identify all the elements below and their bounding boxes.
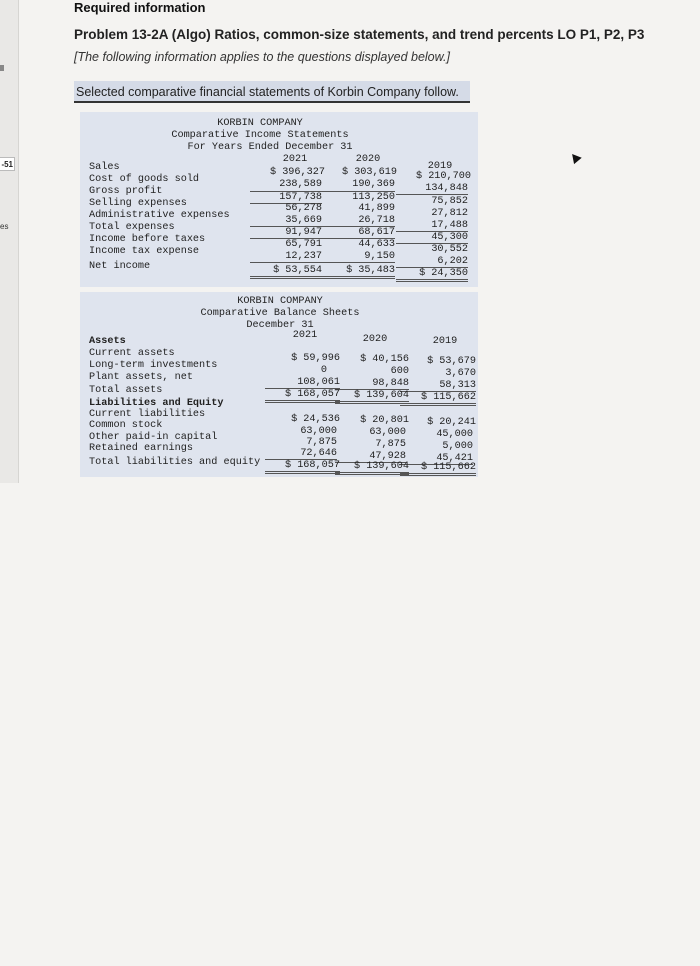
row-label: Current liabilities <box>89 409 206 420</box>
row-label: Plant assets, net <box>89 372 193 383</box>
cell-2020: 68,617 <box>320 227 395 239</box>
cell-2021: 63,000 <box>300 426 337 437</box>
income-statement-table <box>80 112 478 287</box>
cell-2019: 45,000 <box>436 429 473 440</box>
cell-2021: 72,646 <box>265 448 337 460</box>
row-label: Cost of goods sold <box>89 174 200 185</box>
instruction-note: [The following information applies to the questions displayed below.] <box>74 50 450 64</box>
year-header-2019: 2019 <box>427 161 453 172</box>
cell-2021: 0 <box>320 365 327 376</box>
cell-2021: $ 168,057 <box>265 389 340 403</box>
left-panel-strip <box>0 0 19 483</box>
year-header-2021: 2021 <box>282 154 308 165</box>
cell-2021: $ 396,327 <box>269 167 325 178</box>
row-label: Net income <box>89 261 151 272</box>
cell-2020: $ 303,619 <box>341 167 397 178</box>
cell-2020: $ 35,483 <box>320 265 395 279</box>
row-label: Total assets <box>89 385 163 396</box>
cell-2020: 47,928 <box>335 451 406 463</box>
cell-2021: 238,589 <box>279 179 322 190</box>
income-company: KORBIN COMPANY <box>217 118 303 129</box>
cell-2019: 6,202 <box>396 256 468 268</box>
year-header-2020: 2020 <box>362 334 388 345</box>
info-banner: Selected comparative financial statements of Korbin Company follow. <box>74 81 470 103</box>
cell-2019: $ 210,700 <box>415 171 471 182</box>
cell-2020: 190,369 <box>352 179 395 190</box>
problem-title: Problem 13-2A (Algo) Ratios, common-size statements, and trend percents LO P1, P2, P3 <box>74 27 645 42</box>
cell-2021: $ 53,554 <box>250 265 322 279</box>
cell-2020: 41,899 <box>358 203 395 214</box>
side-text: es <box>0 222 9 231</box>
row-label: Total liabilities and equity <box>89 457 261 468</box>
cell-2019: 45,421 <box>400 453 473 465</box>
assets-header: Assets <box>89 336 126 347</box>
required-information-heading: Required information <box>74 0 206 15</box>
cell-2019: 17,488 <box>396 220 468 232</box>
cell-2019: $ 24,350 <box>396 268 468 282</box>
year-header-2020: 2020 <box>355 154 381 165</box>
cell-2021: 108,061 <box>265 377 340 389</box>
year-header-2021: 2021 <box>292 330 318 341</box>
cell-2021: $ 24,536 <box>291 414 340 425</box>
cell-2020: $ 20,801 <box>360 415 409 426</box>
cell-2019: 58,313 <box>400 380 476 392</box>
row-label: Selling expenses <box>89 198 187 209</box>
row-label: Current assets <box>89 348 175 359</box>
row-label: Sales <box>89 162 120 173</box>
cell-2019: 5,000 <box>442 441 473 452</box>
income-period: For Years Ended December 31 <box>187 142 353 153</box>
row-label: Other paid-in capital <box>89 432 218 443</box>
cell-2020: 113,250 <box>320 191 395 203</box>
row-label: Common stock <box>89 420 163 431</box>
cell-2019: $ 53,679 <box>427 356 476 367</box>
cell-2021: 12,237 <box>250 251 322 263</box>
row-label: Income tax expense <box>89 246 200 257</box>
cell-2019: 134,848 <box>396 183 468 195</box>
cell-2021: 56,278 <box>285 203 322 214</box>
cell-2021: 35,669 <box>250 215 322 227</box>
balance-period: December 31 <box>246 320 314 331</box>
cell-2019: 30,552 <box>431 244 468 255</box>
cell-2020: 44,633 <box>358 239 395 250</box>
cell-2021: $ 59,996 <box>291 353 340 364</box>
cell-2020: 7,875 <box>375 439 406 450</box>
cell-2021: 91,947 <box>250 227 322 239</box>
cell-2021: 7,875 <box>306 437 337 448</box>
cell-2019: $ 115,662 <box>400 462 476 476</box>
cell-2019: 45,300 <box>396 232 468 244</box>
row-label: Total expenses <box>89 222 175 233</box>
cell-2020: 600 <box>390 366 409 377</box>
cell-2019: $ 20,241 <box>427 417 476 428</box>
cell-2021: 157,738 <box>250 191 322 204</box>
row-label: Long-term investments <box>89 360 218 371</box>
cell-2020: 9,150 <box>320 251 395 263</box>
side-marker <box>0 65 4 71</box>
row-label: Gross profit <box>89 186 163 197</box>
cell-2021: 65,791 <box>285 239 322 250</box>
cell-2020: $ 139,604 <box>335 390 409 404</box>
row-label: Retained earnings <box>89 443 193 454</box>
balance-sheet-table <box>80 292 478 477</box>
row-label: Income before taxes <box>89 234 206 245</box>
row-label: Administrative expenses <box>89 210 230 221</box>
year-header-2019: 2019 <box>432 336 458 347</box>
balance-title: Comparative Balance Sheets <box>200 308 360 319</box>
cell-2020: $ 40,156 <box>360 354 409 365</box>
balance-company: KORBIN COMPANY <box>237 296 323 307</box>
cell-2021: $ 168,057 <box>265 460 340 474</box>
cell-2019: $ 115,662 <box>400 392 476 406</box>
mouse-pointer-icon <box>568 151 581 164</box>
cell-2020: 98,848 <box>335 378 409 390</box>
income-title: Comparative Income Statements <box>171 130 349 141</box>
cell-2019: 27,812 <box>431 208 468 219</box>
side-badge[interactable]: -51 <box>0 157 15 171</box>
cell-2020: $ 139,604 <box>335 461 409 475</box>
cell-2020: 63,000 <box>369 427 406 438</box>
cell-2019: 75,852 <box>431 196 468 207</box>
liabilities-equity-header: Liabilities and Equity <box>89 398 224 409</box>
cell-2020: 26,718 <box>320 215 395 227</box>
cell-2019: 3,670 <box>445 368 476 379</box>
